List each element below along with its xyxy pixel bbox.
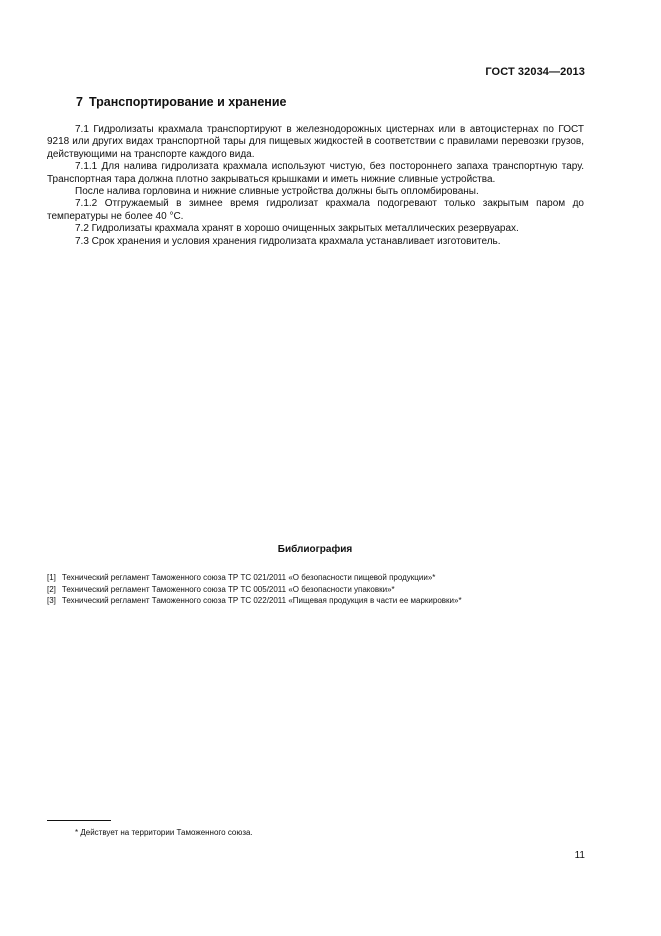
paragraph-7-1-1: 7.1.1 Для налива гидролизата крахмала используют чистую, без постороннего запаха транспортную тару. Транспортная тара должна плотно закрываться крышками и иметь нижние сливные устройства. <box>47 161 584 185</box>
bibliography-item-number: [2] <box>47 584 56 594</box>
section-title: Транспортирование и хранение <box>88 95 287 109</box>
paragraph-sealing: После налива горловина и нижние сливные устройства должны быть опломбированы. <box>75 186 479 198</box>
footnote-divider <box>47 820 111 821</box>
bibliography-item-number: [3] <box>47 596 56 606</box>
paragraph-7-1-2: 7.1.2 Отгружаемый в зимнее время гидролизат крахмала подогревают только закрытым паром до температуры не более 40 °С. <box>47 198 584 222</box>
document-header: ГОСТ 32034—2013 <box>485 66 585 78</box>
bibliography-item-text: Технический регламент Таможенного союза ТР ТС 021/2011 «О безопасности пищевой продукции»* <box>61 573 436 582</box>
bibliography-item-text: Технический регламент Таможенного союза ТР ТС 022/2011 «Пищевая продукция в части ее маркировки»* <box>61 596 462 606</box>
section-number: 7 <box>76 95 83 109</box>
bibliography-item-text: Технический регламент Таможенного союза ТР ТС 005/2011 «О безопасности упаковки»* <box>61 584 395 594</box>
section-body <box>47 124 584 248</box>
bibliography-title: Библиография <box>277 544 353 555</box>
section-heading <box>76 95 286 109</box>
bibliography-item <box>47 595 607 607</box>
paragraph-7-2: 7.2 Гидролизаты крахмала хранят в хорошо очищенных закрытых металлических резервуарах. <box>75 223 519 235</box>
paragraph-7-1: 7.1 Гидролизаты крахмала транспортируют в железнодорожных цистернах или в автоцистернах по ГОСТ 9218 или других видах транспортной тары для пищевых жидкостей в соответствии с правилами перевозки грузов, действующими на транспорте каждого вида. <box>47 124 584 160</box>
bibliography-list <box>47 572 607 607</box>
bibliography-item <box>47 584 607 596</box>
bibliography-item <box>47 572 607 584</box>
page-number: 11 <box>574 850 585 861</box>
bibliography-item-number: [1] <box>47 573 56 582</box>
footnote: * Действует на территории Таможенного союза. <box>75 828 253 837</box>
paragraph-7-3: 7.3 Срок хранения и условия хранения гидролизата крахмала устанавливает изготовитель. <box>75 235 501 247</box>
